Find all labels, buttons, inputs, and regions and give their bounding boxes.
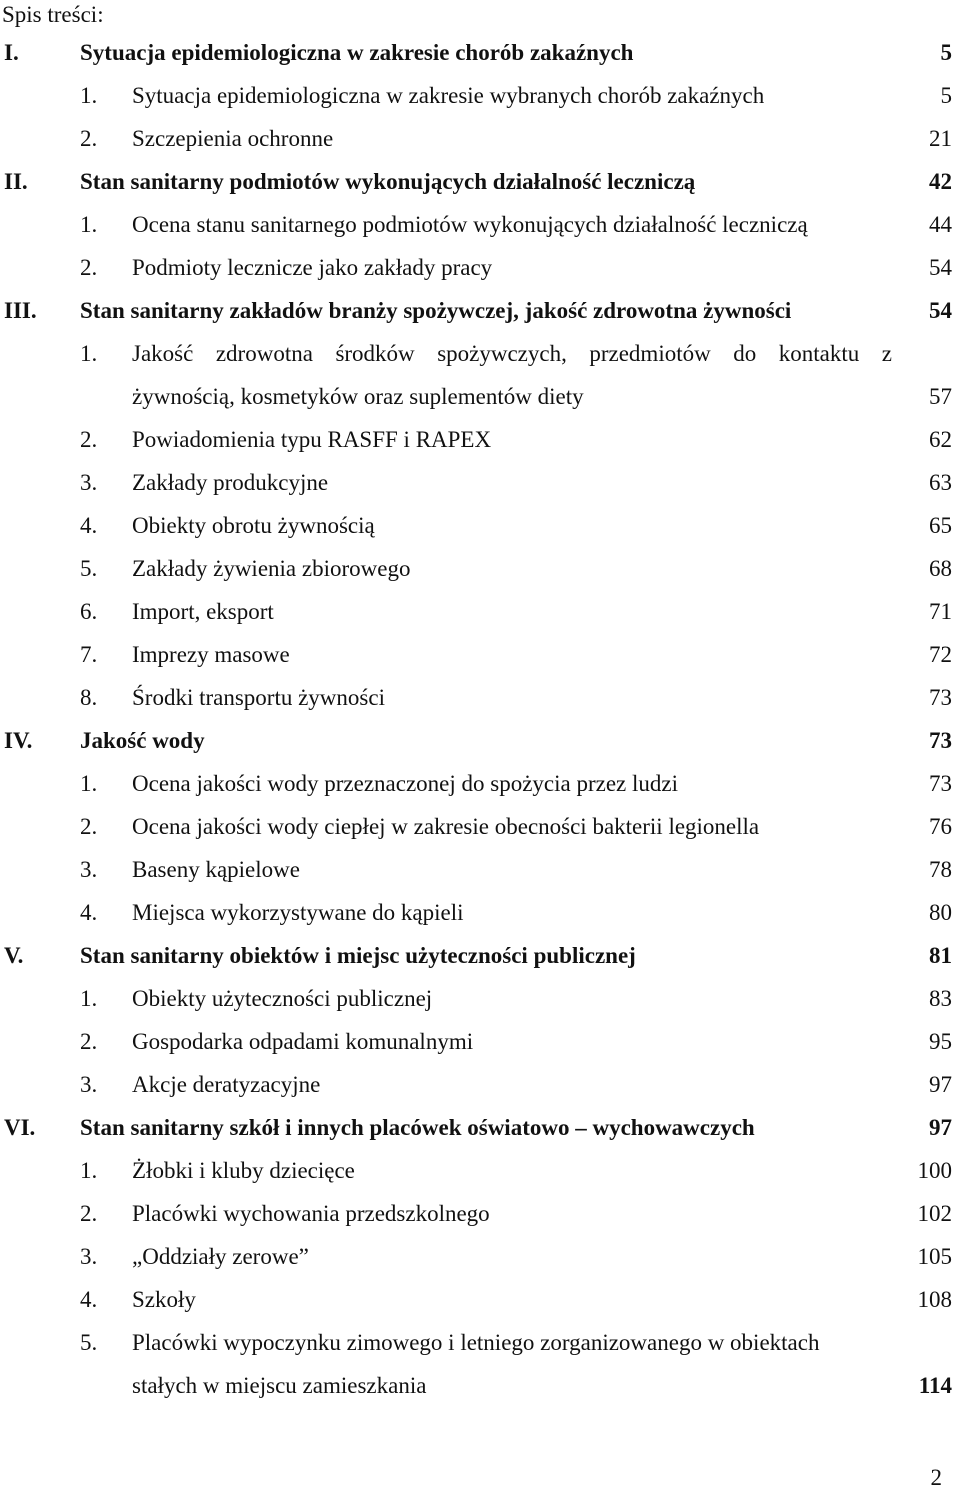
toc-entry: [0, 461, 960, 504]
toc-entry-title: Jakość wody: [80, 728, 205, 753]
toc-entry-title: Zakłady żywienia zbiorowego: [132, 556, 411, 581]
toc-entry: [0, 934, 960, 977]
toc-entry-number: 4.: [80, 513, 98, 538]
toc-entry-number: 5.: [80, 556, 98, 581]
toc-entry-title: Obiekty obrotu żywnością: [132, 513, 375, 538]
toc-entry: [0, 848, 960, 891]
page-number: 2: [930, 1465, 942, 1490]
toc-entry-page: 68: [929, 556, 952, 581]
toc-entry-page: 83: [929, 986, 952, 1011]
toc-entry-title: Powiadomienia typu RASFF i RAPEX: [132, 427, 492, 452]
toc-entry: [0, 1149, 960, 1192]
toc-entry-number: I.: [4, 40, 19, 65]
toc-entry: [0, 762, 960, 805]
toc-entry-title: Baseny kąpielowe: [132, 857, 300, 882]
toc-entry: [0, 203, 960, 246]
toc-entry-number: 6.: [80, 599, 98, 624]
toc-entry: [0, 246, 960, 289]
toc-entry-number: 2.: [80, 1201, 98, 1226]
toc-entry: [0, 1278, 960, 1321]
toc-entry: [0, 633, 960, 676]
toc-entry-title: Stan sanitarny obiektów i miejsc użyteczności publicznej: [80, 943, 636, 968]
toc-entry: [0, 418, 960, 461]
toc-entry-title: żywnością, kosmetyków oraz suplementów diety: [132, 384, 584, 409]
toc-entry-title: Sytuacja epidemiologiczna w zakresie chorób zakaźnych: [80, 40, 634, 65]
toc-entry-page: 100: [917, 1158, 952, 1183]
toc-entry-title: Placówki wypoczynku zimowego i letniego zorganizowanego w obiektach: [132, 1330, 820, 1355]
toc-entry-title: Stan sanitarny podmiotów wykonujących działalność leczniczą: [80, 169, 696, 194]
toc-entry-number: IV.: [4, 728, 33, 753]
toc-entry-page: 78: [929, 857, 952, 882]
toc-entry-number: 4.: [80, 1287, 98, 1312]
toc-entry-title: „Oddziały zerowe”: [132, 1244, 309, 1269]
toc-entry-number: 5.: [80, 1330, 98, 1355]
toc-entry-page: 102: [917, 1201, 952, 1226]
toc-entry-page: 72: [929, 642, 952, 667]
toc-entry-page: 73: [929, 685, 952, 710]
toc-entry-number: 3.: [80, 857, 98, 882]
toc-entry-number: 2.: [80, 126, 98, 151]
toc-entry-title: Ocena stanu sanitarnego podmiotów wykonujących działalność leczniczą: [132, 212, 808, 237]
toc-entry: [0, 1364, 960, 1407]
toc-entry: [0, 74, 960, 117]
toc-entry-page: 54: [929, 298, 952, 323]
toc-entry-number: VI.: [4, 1115, 36, 1140]
toc-entry-title: Żłobki i kluby dziecięce: [132, 1158, 355, 1183]
toc-entry: [0, 117, 960, 160]
toc-entry-number: 1.: [80, 212, 98, 237]
toc-entry-number: 3.: [80, 470, 98, 495]
toc-entry-title: Stan sanitarny szkół i innych placówek oświatowo – wychowawczych: [80, 1115, 755, 1140]
toc-entry-number: 4.: [80, 900, 98, 925]
toc-entry: [0, 160, 960, 203]
toc-entry-title: Stan sanitarny zakładów branży spożywczej, jakość zdrowotna żywności: [80, 298, 792, 323]
toc-entry: [0, 289, 960, 332]
toc-entry: [0, 1106, 960, 1149]
toc-entry-number: III.: [4, 298, 37, 323]
toc-entry-page: 114: [918, 1373, 952, 1398]
toc-entry-title: Środki transportu żywności: [132, 685, 385, 710]
toc-entry-page: 65: [929, 513, 952, 538]
toc-entry: [0, 977, 960, 1020]
toc-entry: [0, 1020, 960, 1063]
toc-entry-page: 54: [929, 255, 952, 280]
toc-entry-page: 62: [929, 427, 952, 452]
toc-entry-title: Obiekty użyteczności publicznej: [132, 986, 433, 1011]
toc-entry: [0, 805, 960, 848]
toc-entry: [0, 504, 960, 547]
toc-entry-title: Import, eksport: [132, 599, 274, 624]
toc-entry-number: 2.: [80, 255, 98, 280]
toc-entry-page: 42: [929, 169, 952, 194]
toc-entry-title: Ocena jakości wody przeznaczonej do spożycia przez ludzi: [132, 771, 678, 796]
toc-entry-page: 63: [929, 470, 952, 495]
toc-entry-title: Akcje deratyzacyjne: [132, 1072, 321, 1097]
toc-entry-title: Sytuacja epidemiologiczna w zakresie wybranych chorób zakaźnych: [132, 83, 765, 108]
toc-entry-number: 8.: [80, 685, 98, 710]
toc-entry-page: 73: [929, 771, 952, 796]
toc-entry: [0, 1063, 960, 1106]
toc-entry-number: 2.: [80, 427, 98, 452]
toc-entry-title: Gospodarka odpadami komunalnymi: [132, 1029, 474, 1054]
toc-entry-page: 44: [929, 212, 952, 237]
toc-entry: [0, 547, 960, 590]
toc-heading: Spis treści:: [2, 2, 104, 27]
toc-entry: [0, 676, 960, 719]
toc-entry-number: 3.: [80, 1072, 98, 1097]
toc-entry-number: 3.: [80, 1244, 98, 1269]
toc-entry-page: 81: [929, 943, 952, 968]
toc-entry: [0, 891, 960, 934]
toc-entry-title: Szczepienia ochronne: [132, 126, 334, 151]
toc-entry-number: 1.: [80, 83, 98, 108]
toc-entry-title: Szkoły: [132, 1287, 196, 1312]
toc-entry: [0, 31, 960, 74]
toc-entry-title: Miejsca wykorzystywane do kąpieli: [132, 900, 464, 925]
toc-entry-page: 105: [917, 1244, 952, 1269]
toc-entry-number: 1.: [80, 986, 98, 1011]
toc-entry-page: 5: [940, 83, 952, 108]
toc-entry: [0, 332, 960, 375]
toc-entry-page: 76: [929, 814, 952, 839]
toc-entry: [0, 590, 960, 633]
toc-entry-number: 2.: [80, 814, 98, 839]
toc-entry-title: Imprezy masowe: [132, 642, 290, 667]
toc-entry-number: 7.: [80, 642, 98, 667]
toc-entry: [0, 1321, 960, 1364]
toc-entry-page: 5: [940, 40, 952, 65]
toc-entry-page: 97: [929, 1115, 952, 1140]
toc-entry-title: Jakość zdrowotna środków spożywczych, przedmiotów do kontaktu z: [132, 341, 892, 366]
toc-entry-title: Placówki wychowania przedszkolnego: [132, 1201, 490, 1226]
toc-entry-page: 21: [929, 126, 952, 151]
toc-entry-page: 80: [929, 900, 952, 925]
toc-entry-number: V.: [4, 943, 24, 968]
toc-entry-title: Podmioty lecznicze jako zakłady pracy: [132, 255, 493, 280]
toc-entry: [0, 719, 960, 762]
toc-entry: [0, 1192, 960, 1235]
toc-entry: [0, 1235, 960, 1278]
toc-entry-page: 57: [929, 384, 952, 409]
table-of-contents: [0, 31, 960, 1407]
toc-entry-title: Zakłady produkcyjne: [132, 470, 329, 495]
toc-entry-page: 95: [929, 1029, 952, 1054]
toc-entry-page: 73: [929, 728, 952, 753]
toc-entry-page: 71: [929, 599, 952, 624]
toc-entry-number: 2.: [80, 1029, 98, 1054]
toc-entry-page: 97: [929, 1072, 952, 1097]
toc-entry-page: 108: [917, 1287, 952, 1312]
toc-entry-number: II.: [4, 169, 28, 194]
toc-entry-number: 1.: [80, 771, 98, 796]
toc-entry: [0, 375, 960, 418]
toc-entry-title: Ocena jakości wody ciepłej w zakresie obecności bakterii legionella: [132, 814, 760, 839]
toc-entry-number: 1.: [80, 1158, 98, 1183]
toc-entry-number: 1.: [80, 341, 98, 366]
toc-entry-title: stałych w miejscu zamieszkania: [132, 1373, 427, 1398]
